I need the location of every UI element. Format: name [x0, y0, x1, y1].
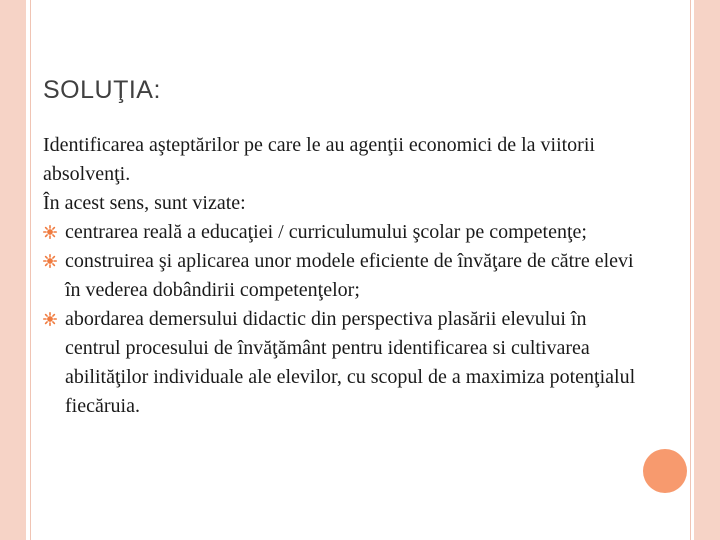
slide-title: SOLUŢIA:: [43, 76, 161, 104]
bullet-list: [43, 218, 643, 421]
list-item: [43, 247, 643, 305]
lead-paragraph: În acest sens, sunt vizate:: [43, 192, 246, 214]
list-item: [43, 305, 643, 421]
bullet-text: abordarea demersului didactic din perspectiva plasării elevului în centrul procesului de învăţământ pentru identificarea si cultivarea abilităţilor individuale ale elevilor, cu scopul de a maximiza potenţialul fiecăruia.: [65, 308, 636, 417]
list-item: [43, 218, 643, 247]
right-frame-band: [694, 0, 720, 540]
right-frame-line: [690, 0, 691, 540]
decorative-circle: [643, 449, 687, 493]
sun-icon: [43, 312, 57, 326]
left-frame-line: [30, 0, 31, 540]
sun-icon: [43, 254, 57, 268]
bullet-text: centrarea reală a educaţiei / curriculumului şcolar pe competenţe;: [65, 221, 587, 243]
intro-paragraph: Identificarea aşteptărilor pe care le au agenţii economici de la viitorii absolvenţi.: [43, 134, 595, 185]
left-frame-band: [0, 0, 26, 540]
sun-icon: [43, 225, 57, 239]
bullet-text: construirea şi aplicarea unor modele eficiente de învăţare de către elevi în vederea dobândirii competenţelor;: [65, 250, 634, 301]
slide-body: [43, 131, 643, 421]
